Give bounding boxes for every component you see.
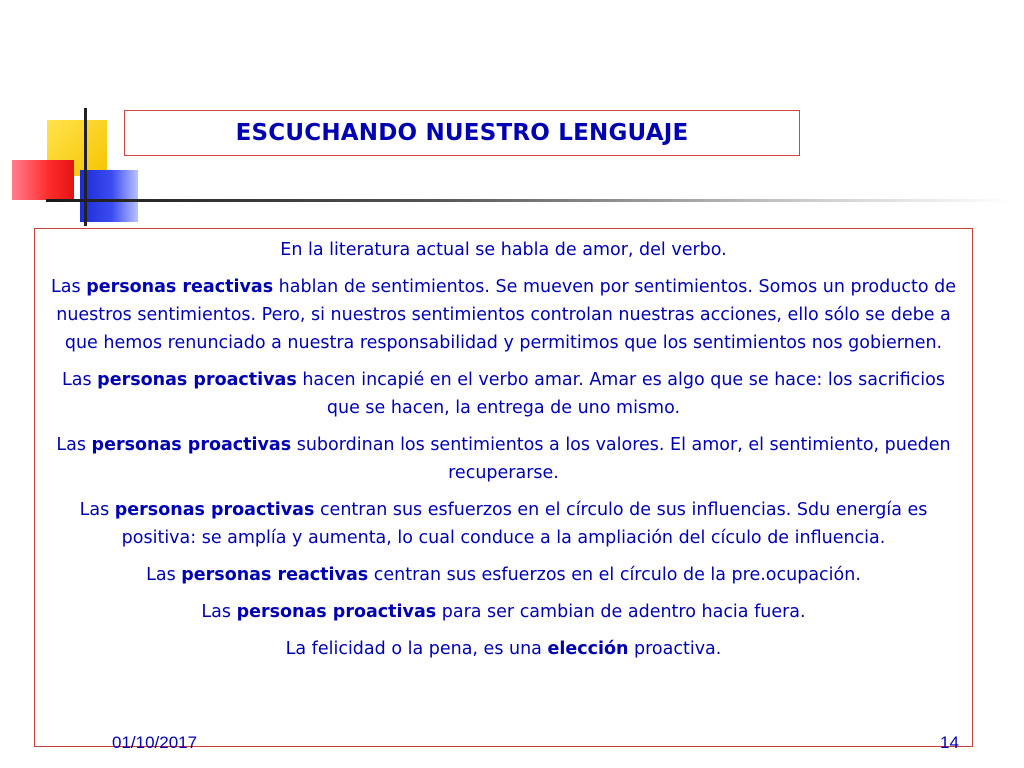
- decor-vertical-line: [84, 108, 87, 226]
- title-box: [124, 110, 800, 156]
- slide-number: 14: [940, 733, 959, 752]
- paragraph: [45, 598, 962, 626]
- paragraph-pre: Las: [79, 500, 115, 520]
- decor-blue-square: [80, 170, 138, 222]
- paragraph-pre: Las: [62, 370, 98, 390]
- paragraph-post: centran sus esfuerzos en el círculo de sus influencias. Sdu energía es positiva: se amplía y aumenta, lo cual conduce a la ampliación del cículo de influencia.: [121, 500, 928, 548]
- paragraph-bold: personas proactivas: [97, 370, 297, 390]
- footer-date: 01/10/2017: [112, 733, 198, 752]
- content-box: [34, 228, 973, 747]
- paragraph-bold: personas proactivas: [91, 435, 292, 455]
- paragraph-post: subordinan los sentimientos a los valores. El amor, el sentimiento, pueden recuperarse.: [291, 435, 951, 483]
- paragraph-pre: Las: [146, 565, 182, 585]
- paragraph: [45, 635, 962, 663]
- decor-red-square: [12, 160, 74, 200]
- paragraph-bold: personas proactivas: [114, 500, 315, 520]
- paragraph-pre: Las: [51, 277, 87, 297]
- paragraph-post: hablan de sentimientos. Se mueven por sentimientos. Somos un producto de nuestros sentimientos. Pero, si nuestros sentimientos controlan nuestras acciones, ello sólo se debe a que hemos renunciado a nuestra responsabilidad y permitimos que los sentimientos nos gobiernen.: [56, 277, 956, 353]
- paragraph-text: En la literatura actual se habla de amor, del verbo.: [280, 240, 727, 260]
- paragraph: [45, 431, 962, 487]
- paragraph-bold: personas reactivas: [86, 277, 274, 297]
- paragraph: [45, 366, 962, 422]
- paragraph: [45, 561, 962, 589]
- paragraph-pre: Las: [56, 435, 92, 455]
- paragraph: [45, 273, 962, 357]
- paragraph: [45, 496, 962, 552]
- decor-horizontal-line: [46, 199, 1012, 202]
- paragraph-post: hacen incapié en el verbo amar. Amar es algo que se hace: los sacrificios que se hacen, la entrega de uno mismo.: [296, 370, 945, 418]
- paragraph-post: para ser cambian de adentro hacia fuera.: [436, 602, 806, 622]
- slide-title: ESCUCHANDO NUESTRO LENGUAJE: [235, 120, 689, 146]
- paragraph-pre: La felicidad o la pena, es una: [285, 639, 548, 659]
- paragraph-post: proactiva.: [628, 639, 722, 659]
- paragraph-pre: Las: [201, 602, 237, 622]
- paragraph-bold: elección: [547, 639, 629, 659]
- paragraph-bold: personas proactivas: [236, 602, 437, 622]
- paragraph-bold: personas reactivas: [181, 565, 369, 585]
- paragraph-post: centran sus esfuerzos en el círculo de la pre.ocupación.: [368, 565, 861, 585]
- paragraph: [45, 236, 962, 264]
